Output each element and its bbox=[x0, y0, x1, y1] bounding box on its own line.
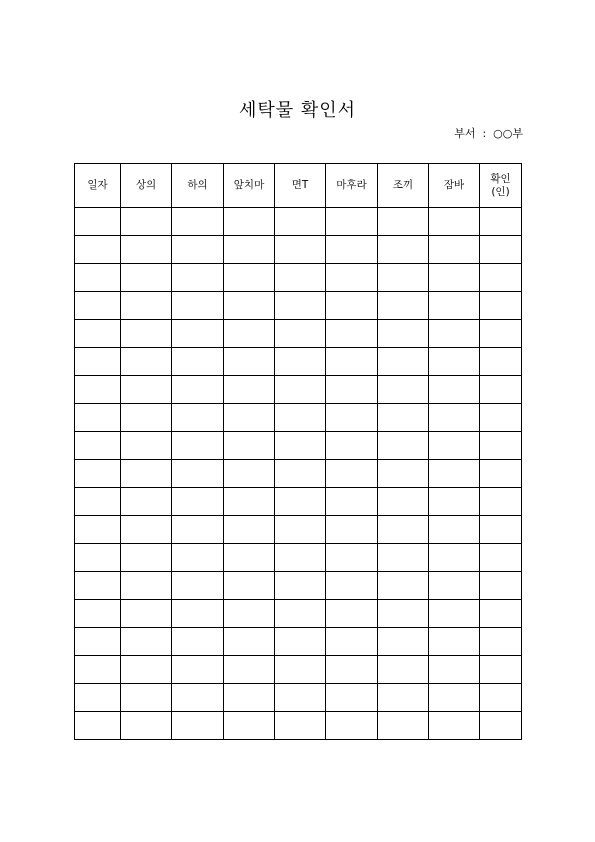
table-cell[interactable] bbox=[224, 236, 275, 264]
table-cell[interactable] bbox=[378, 376, 429, 404]
table-cell[interactable] bbox=[480, 404, 522, 432]
table-cell[interactable] bbox=[224, 292, 275, 320]
table-cell[interactable] bbox=[480, 656, 522, 684]
header-vest: 조끼 bbox=[378, 164, 429, 208]
table-cell[interactable] bbox=[480, 348, 522, 376]
document-title: 세탁물 확인서 bbox=[238, 100, 357, 121]
table-cell[interactable] bbox=[429, 460, 480, 488]
table-cell[interactable] bbox=[224, 628, 275, 656]
table-cell[interactable] bbox=[480, 292, 522, 320]
table-cell[interactable] bbox=[224, 404, 275, 432]
table-cell[interactable] bbox=[75, 236, 121, 264]
table-cell[interactable] bbox=[275, 684, 326, 712]
table-row bbox=[75, 432, 522, 460]
table-cell[interactable] bbox=[75, 320, 121, 348]
table-cell[interactable] bbox=[224, 208, 275, 236]
table-cell[interactable] bbox=[275, 656, 326, 684]
department-label: 부서 : ○○부 bbox=[454, 127, 523, 140]
table-cell[interactable] bbox=[275, 432, 326, 460]
table-cell[interactable] bbox=[121, 656, 172, 684]
table-cell[interactable] bbox=[121, 712, 172, 740]
table-cell[interactable] bbox=[172, 320, 224, 348]
table-row bbox=[75, 488, 522, 516]
header-confirm-line1: 확인 bbox=[490, 172, 511, 185]
table-cell[interactable] bbox=[172, 600, 224, 628]
table-cell[interactable] bbox=[378, 292, 429, 320]
table-row bbox=[75, 656, 522, 684]
table-cell[interactable] bbox=[224, 376, 275, 404]
table-cell[interactable] bbox=[326, 292, 378, 320]
table-cell[interactable] bbox=[172, 488, 224, 516]
table-cell[interactable] bbox=[326, 544, 378, 572]
table-cell[interactable] bbox=[326, 656, 378, 684]
table-row bbox=[75, 712, 522, 740]
table-cell[interactable] bbox=[275, 236, 326, 264]
header-bottom: 하의 bbox=[172, 164, 224, 208]
table-cell[interactable] bbox=[480, 432, 522, 460]
table-cell[interactable] bbox=[326, 460, 378, 488]
header-jumper: 잠바 bbox=[429, 164, 480, 208]
table-row bbox=[75, 376, 522, 404]
table-cell[interactable] bbox=[224, 320, 275, 348]
table-cell[interactable] bbox=[172, 460, 224, 488]
table-cell[interactable] bbox=[378, 320, 429, 348]
table-cell[interactable] bbox=[429, 404, 480, 432]
table-row bbox=[75, 236, 522, 264]
table-cell[interactable] bbox=[378, 544, 429, 572]
table-cell[interactable] bbox=[275, 628, 326, 656]
table-cell[interactable] bbox=[480, 712, 522, 740]
table-cell[interactable] bbox=[75, 516, 121, 544]
table-cell[interactable] bbox=[121, 292, 172, 320]
table-cell[interactable] bbox=[429, 572, 480, 600]
table-cell[interactable] bbox=[121, 544, 172, 572]
table-cell[interactable] bbox=[275, 460, 326, 488]
table-cell[interactable] bbox=[429, 376, 480, 404]
table-header-row bbox=[75, 164, 522, 208]
table-cell[interactable] bbox=[172, 432, 224, 460]
table-cell[interactable] bbox=[172, 208, 224, 236]
table-cell[interactable] bbox=[172, 684, 224, 712]
table-body bbox=[75, 208, 522, 740]
table-cell[interactable] bbox=[326, 488, 378, 516]
table-cell[interactable] bbox=[172, 376, 224, 404]
table-row bbox=[75, 684, 522, 712]
table-cell[interactable] bbox=[75, 488, 121, 516]
header-confirm bbox=[480, 164, 522, 208]
table-cell[interactable] bbox=[378, 600, 429, 628]
table-cell[interactable] bbox=[75, 404, 121, 432]
table-cell[interactable] bbox=[429, 600, 480, 628]
header-tshirt: 면T bbox=[275, 164, 326, 208]
table-cell[interactable] bbox=[275, 348, 326, 376]
table-cell[interactable] bbox=[121, 572, 172, 600]
table-cell[interactable] bbox=[429, 208, 480, 236]
table-cell[interactable] bbox=[429, 544, 480, 572]
table-cell[interactable] bbox=[224, 712, 275, 740]
table-row bbox=[75, 208, 522, 236]
table-cell[interactable] bbox=[326, 684, 378, 712]
table-cell[interactable] bbox=[75, 376, 121, 404]
table-cell[interactable] bbox=[172, 712, 224, 740]
table-cell[interactable] bbox=[326, 404, 378, 432]
table-cell[interactable] bbox=[480, 264, 522, 292]
table-cell[interactable] bbox=[429, 628, 480, 656]
table-cell[interactable] bbox=[224, 544, 275, 572]
table-cell[interactable] bbox=[275, 404, 326, 432]
table-cell[interactable] bbox=[275, 208, 326, 236]
table-cell[interactable] bbox=[121, 236, 172, 264]
table-cell[interactable] bbox=[275, 376, 326, 404]
table-cell[interactable] bbox=[75, 712, 121, 740]
header-muffler: 마후라 bbox=[326, 164, 378, 208]
table-cell[interactable] bbox=[378, 628, 429, 656]
table-cell[interactable] bbox=[75, 348, 121, 376]
table-cell[interactable] bbox=[326, 208, 378, 236]
table-cell[interactable] bbox=[378, 656, 429, 684]
table-cell[interactable] bbox=[224, 460, 275, 488]
table-cell[interactable] bbox=[75, 460, 121, 488]
table-cell[interactable] bbox=[172, 544, 224, 572]
table-cell[interactable] bbox=[378, 348, 429, 376]
table-cell[interactable] bbox=[480, 544, 522, 572]
table-cell[interactable] bbox=[429, 684, 480, 712]
table-cell[interactable] bbox=[480, 236, 522, 264]
table-row bbox=[75, 572, 522, 600]
table-cell[interactable] bbox=[326, 572, 378, 600]
table-row bbox=[75, 544, 522, 572]
table-cell[interactable] bbox=[172, 264, 224, 292]
table-cell[interactable] bbox=[224, 348, 275, 376]
table-cell[interactable] bbox=[429, 656, 480, 684]
table-cell[interactable] bbox=[429, 320, 480, 348]
table-row bbox=[75, 264, 522, 292]
table-cell[interactable] bbox=[121, 264, 172, 292]
table-cell[interactable] bbox=[480, 628, 522, 656]
table-cell[interactable] bbox=[326, 432, 378, 460]
table-cell[interactable] bbox=[480, 600, 522, 628]
table-cell[interactable] bbox=[275, 264, 326, 292]
table-cell[interactable] bbox=[326, 236, 378, 264]
table-cell[interactable] bbox=[429, 516, 480, 544]
table-cell[interactable] bbox=[378, 236, 429, 264]
table-cell[interactable] bbox=[121, 684, 172, 712]
table-cell[interactable] bbox=[121, 404, 172, 432]
header-apron: 앞치마 bbox=[224, 164, 275, 208]
table-cell[interactable] bbox=[75, 544, 121, 572]
table-cell[interactable] bbox=[480, 320, 522, 348]
table-cell[interactable] bbox=[378, 264, 429, 292]
table-cell[interactable] bbox=[121, 320, 172, 348]
table-cell[interactable] bbox=[121, 516, 172, 544]
table-cell[interactable] bbox=[480, 460, 522, 488]
table-cell[interactable] bbox=[429, 292, 480, 320]
table-cell[interactable] bbox=[378, 572, 429, 600]
table-cell[interactable] bbox=[480, 572, 522, 600]
table-cell[interactable] bbox=[275, 572, 326, 600]
table-cell[interactable] bbox=[275, 488, 326, 516]
header-top: 상의 bbox=[121, 164, 172, 208]
table-cell[interactable] bbox=[275, 712, 326, 740]
table-row bbox=[75, 460, 522, 488]
header-confirm-line2: (인) bbox=[491, 185, 510, 198]
table-cell[interactable] bbox=[480, 208, 522, 236]
table-row bbox=[75, 516, 522, 544]
table-cell[interactable] bbox=[75, 600, 121, 628]
table-cell[interactable] bbox=[275, 544, 326, 572]
table-cell[interactable] bbox=[75, 432, 121, 460]
table-cell[interactable] bbox=[378, 488, 429, 516]
table-cell[interactable] bbox=[75, 628, 121, 656]
table-cell[interactable] bbox=[224, 600, 275, 628]
table-cell[interactable] bbox=[275, 320, 326, 348]
table-cell[interactable] bbox=[326, 628, 378, 656]
table-cell[interactable] bbox=[121, 600, 172, 628]
table-cell[interactable] bbox=[75, 684, 121, 712]
table-cell[interactable] bbox=[121, 460, 172, 488]
table-cell[interactable] bbox=[121, 432, 172, 460]
table-cell[interactable] bbox=[121, 376, 172, 404]
table-cell[interactable] bbox=[378, 460, 429, 488]
table-cell[interactable] bbox=[378, 516, 429, 544]
table-cell[interactable] bbox=[275, 516, 326, 544]
table-cell[interactable] bbox=[378, 404, 429, 432]
table-cell[interactable] bbox=[172, 656, 224, 684]
table-cell[interactable] bbox=[480, 488, 522, 516]
table-cell[interactable] bbox=[480, 516, 522, 544]
table-cell[interactable] bbox=[326, 348, 378, 376]
table-cell[interactable] bbox=[121, 488, 172, 516]
table-row bbox=[75, 348, 522, 376]
header-date: 일자 bbox=[75, 164, 121, 208]
table-cell[interactable] bbox=[172, 292, 224, 320]
table-cell[interactable] bbox=[275, 292, 326, 320]
table-cell[interactable] bbox=[326, 712, 378, 740]
table-row bbox=[75, 320, 522, 348]
table-cell[interactable] bbox=[275, 600, 326, 628]
table-cell[interactable] bbox=[172, 516, 224, 544]
table-row bbox=[75, 404, 522, 432]
table-cell[interactable] bbox=[326, 516, 378, 544]
table-cell[interactable] bbox=[224, 684, 275, 712]
table-cell[interactable] bbox=[224, 488, 275, 516]
table-row bbox=[75, 292, 522, 320]
laundry-table bbox=[74, 163, 522, 740]
table-row bbox=[75, 600, 522, 628]
table-cell[interactable] bbox=[172, 348, 224, 376]
table-cell[interactable] bbox=[429, 348, 480, 376]
table-cell[interactable] bbox=[326, 376, 378, 404]
table-cell[interactable] bbox=[172, 236, 224, 264]
table-cell[interactable] bbox=[429, 488, 480, 516]
table-cell[interactable] bbox=[378, 684, 429, 712]
table-cell[interactable] bbox=[378, 208, 429, 236]
table-cell[interactable] bbox=[326, 320, 378, 348]
table-cell[interactable] bbox=[75, 208, 121, 236]
table-cell[interactable] bbox=[172, 404, 224, 432]
table-cell[interactable] bbox=[121, 348, 172, 376]
table-cell[interactable] bbox=[378, 432, 429, 460]
table-cell[interactable] bbox=[224, 516, 275, 544]
table-cell[interactable] bbox=[75, 572, 121, 600]
table-cell[interactable] bbox=[224, 432, 275, 460]
table-cell[interactable] bbox=[326, 600, 378, 628]
table-cell[interactable] bbox=[429, 236, 480, 264]
table-cell[interactable] bbox=[326, 264, 378, 292]
table-cell[interactable] bbox=[75, 656, 121, 684]
table-cell[interactable] bbox=[429, 712, 480, 740]
table-cell[interactable] bbox=[121, 208, 172, 236]
table-cell[interactable] bbox=[480, 376, 522, 404]
table-cell[interactable] bbox=[75, 292, 121, 320]
table-cell[interactable] bbox=[224, 264, 275, 292]
table-cell[interactable] bbox=[172, 628, 224, 656]
table-cell[interactable] bbox=[429, 432, 480, 460]
table-cell[interactable] bbox=[378, 712, 429, 740]
table-cell[interactable] bbox=[224, 656, 275, 684]
table-cell[interactable] bbox=[480, 684, 522, 712]
table-cell[interactable] bbox=[121, 628, 172, 656]
table-cell[interactable] bbox=[75, 264, 121, 292]
table-cell[interactable] bbox=[429, 264, 480, 292]
table-cell[interactable] bbox=[224, 572, 275, 600]
table-row bbox=[75, 628, 522, 656]
table-cell[interactable] bbox=[172, 572, 224, 600]
